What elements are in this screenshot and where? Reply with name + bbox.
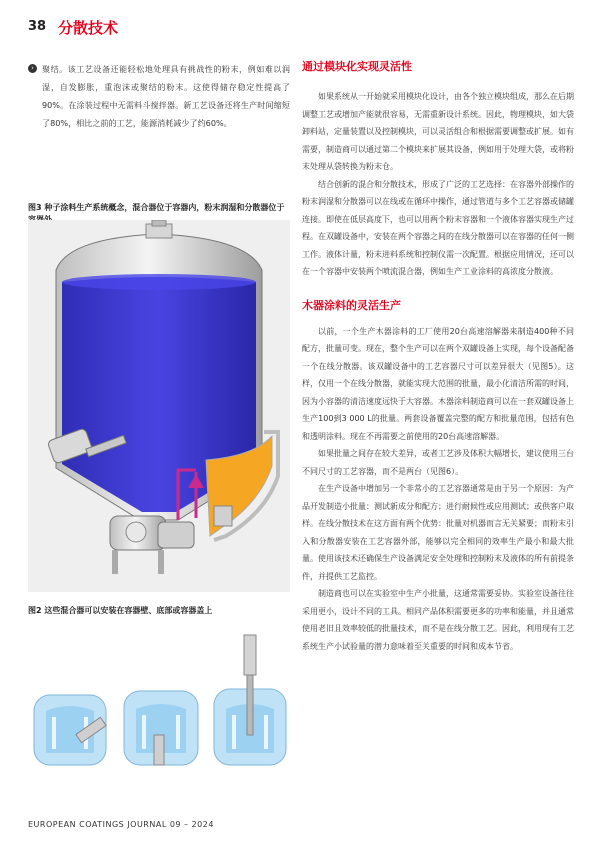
figure-3-caption: 图3 种子涂料生产系统概念，混合器位于容器内，粉末润湿和分散器位于 [28, 203, 285, 212]
section-2-paragraph: 制造商也可以在实验室中生产小批量，这通常需要妥协。实验室设备往往采用更小，设计不同的工具。相同产品体积需要更多的功率和能量，并且通常使用老旧且效率较低的批量技术，而不是在线分散工艺。因此，利用现有工艺系统生产小试验量的潜力意味着至关重要的时间和成本节省。 [302, 589, 574, 651]
container-wall-mount [34, 695, 106, 765]
section-1-paragraph: 如果系统从一开始就采用模块化设计，由各个独立模块组成，那么在后期调整工艺或增加产能就很容易，无需重新设计系统。因此，物理模块，如大袋卸料站，定量装置以及控制模块，可以灵活组合和根据需要调整或扩展。如有需要，制造商可以通过第二个模块来扩展其设备，例如用于处理大袋，或将粉末处理从袋转换为粉末仓。 [302, 92, 574, 171]
container-lid-mount [214, 635, 286, 765]
figure-3-illustration [28, 220, 290, 592]
page-header [28, 15, 573, 43]
intro-text: 聚结。该工艺设备还能轻松地处理具有挑战性的粉末，例如难以润湿，自发膨胀，重泡沫或聚结的粉末。这使得储存稳定性提高了90%。在涂装过程中无需料斗搅拌器。新工艺设备还将生产时间缩短了80%，相比之前的工艺，能源消耗减少了约60%。 [42, 64, 290, 128]
section-2-paragraph: 在生产设备中增加另一个非常小的工艺容器通常是由于另一个原因：为产品开发制造小批量：测试新成分和配方；进行耐候性或应用测试；或供客户取样。在线分散技术在这方面有两个优势：批量对机器而言无关紧要；而粉末引入和分散器安装在工艺容器外部，能够以完全相同的效率生产最小和最大批量。使用该技术还确保生产设备满足安全处理和控制粉末及液体的所有前提条件，并提供工艺监控。 [302, 484, 574, 581]
section-2-title: 木器涂料的灵活生产 [302, 298, 401, 312]
figure-2-illustration [28, 625, 290, 805]
page-number: 38 [28, 19, 47, 34]
page-footer: EUROPEAN COATINGS JOURNAL 09 – 2024 [28, 820, 214, 829]
container-bottom-mount [124, 691, 198, 765]
arrow-bullet-icon: › [28, 64, 37, 73]
mixer-positions-drawing [28, 625, 290, 805]
right-column [302, 60, 574, 655]
section-label: 分散技术 [58, 19, 119, 37]
section-1-title: 通过模块化实现灵活性 [302, 60, 412, 73]
left-column [28, 60, 290, 212]
section-1-paragraph: 结合创新的混合和分散技术，形成了广泛的工艺选择：在容器外部操作的粉末润湿和分散器可以在线或在循环中操作，通过管道与多个工艺容器或储罐连接。即使在低层高度下，也可以用两个粉末容器和一个液体容器实现生产过程。在双罐设备中，安装在两个容器之间的在线分散器可以在容器的任何一侧工作。液体计量，粉末进料系统和控制仪需一次配置。根据应用情况，还可以在一个容器中安装两个喷流混合器，例如生产工业涂料的高浓度分散液。 [302, 179, 574, 276]
tank-system-drawing [28, 220, 290, 592]
figure-2-caption: 图2 这些混合器可以安装在容器壁、底部或容器盖上 [28, 606, 213, 615]
intro-paragraph [28, 60, 290, 132]
section-2-paragraph: 如果批量之间存在较大差异，或者工艺涉及体积大幅增长，建议使用三台不同尺寸的工艺容器，而不是两台（见图6）。 [302, 449, 574, 476]
section-2-paragraph: 以前，一个生产木器涂料的工厂使用20台高速溶解器来制造400种不同配方，批量可变。现在，整个生产可以在两个双罐设备上实现，每个设备配备一个在线分散器。该双罐设备中的工艺容器尺寸可以差异很大（见图5）。这样，仅用一个在线分散器，就能实现大范围的批量，最小化清洁所需的时间，因为小容器的清洁速度远快于大容器。木器涂料制造商可以在一套双罐设备上生产100到3 000 L的批量。两套设备覆盖完整的配方和批量范围，包括有色和透明涂料。现在不再需要之前使用的20台高速溶解器。 [302, 326, 574, 441]
